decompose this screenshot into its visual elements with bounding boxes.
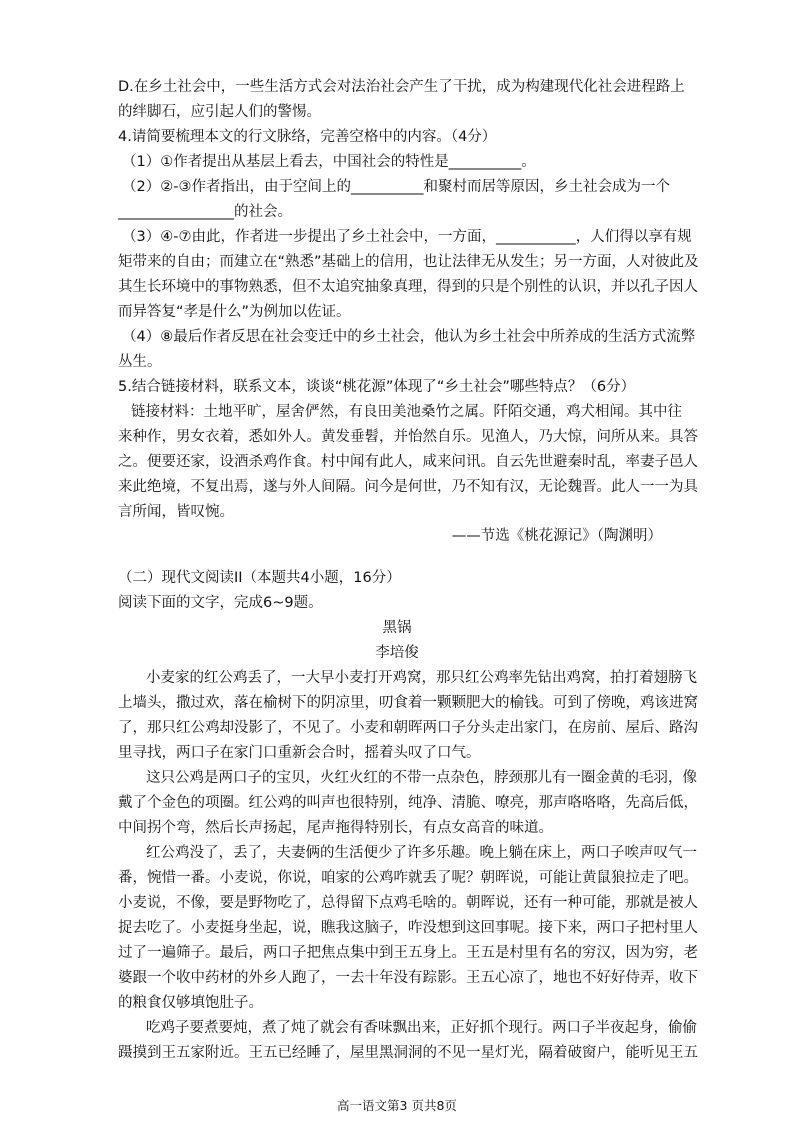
- text-line: 婆跟一个收中药材的外乡人跑了，一去十年没有踪影。王五心凉了，地也不好好侍弄，收下: [118, 970, 698, 986]
- text-line: ——节选《桃花源记》（陶渊明）: [451, 528, 662, 544]
- text-line: （1）①作者提出从基层上看去，中国社会的特性是__________。: [122, 154, 536, 170]
- text-line: （二）现代文阅读II（本题共4小题，16分）: [118, 570, 401, 586]
- text-line: 来种作，男女衣着，悉如外人。黄发垂髫，并怡然自乐。见渔人，乃大惊，问所从来。具答: [118, 429, 698, 445]
- text-line: ________________的社会。: [118, 204, 292, 220]
- text-line: （3）④-⑦由此，作者进一步提出了乡土社会中，一方面，___________，人们得以享有规: [122, 229, 692, 245]
- text-line: 黑锅: [382, 620, 412, 636]
- text-line: 捉去吃了。小麦挺身坐起，说，瞧我这脑子，咋没想到这回事呢。接下来，两口子把村里人: [118, 920, 698, 936]
- text-line: 之。便要还家，设酒杀鸡作食。村中闻有此人，咸来问讯。自云先世避秦时乱，率妻子邑人: [118, 454, 698, 470]
- text-line: D.在乡土社会中，一些生活方式会对法治社会产生了干扰，成为构建现代化社会进程路上: [118, 79, 685, 95]
- text-line: （4）⑧最后作者反思在社会变迁中的乡土社会，他认为乡土社会中所养成的生活方式流弊: [122, 329, 696, 345]
- text-line: 上墙头，撒过欢，落在榆树下的阴凉里，叨食着一颗颗肥大的榆钱。可到了傍晚，鸡该进窝: [118, 695, 698, 711]
- text-line: 这只公鸡是两口子的宝贝，火红火红的不带一点杂色，脖颈那儿有一圈金黄的毛羽，像: [146, 770, 697, 786]
- text-line: 蹑摸到王五家附近。王五已经睡了，屋里黑洞洞的不见一星灯光，隔着破窗户，能听见王五: [118, 1045, 698, 1061]
- text-line: 矩带来的自由；而建立在“熟悉”基础上的信用，也让法律无从发生；另一方面，人对彼此及: [118, 254, 699, 270]
- text-line: 丛生。: [118, 354, 162, 370]
- page-footer: 高一语文第3 页共8页: [337, 1098, 457, 1113]
- text-line: 其生长环境中的事物熟悉，但不太追究抽象真理，得到的只是个别性的认识，并以孔子因人: [118, 279, 698, 295]
- text-line: 而异答复“孝是什么”为例加以佐证。: [118, 304, 351, 320]
- text-line: 里寻找，两口子在家门口重新会合时，摇着头叹了口气。: [118, 745, 481, 761]
- text-line: 戴了个金色的项圈。红公鸡的叫声也很特别，纯净、清脆、嘹亮，那声咯咯咯，先高后低，: [118, 795, 698, 811]
- text-line: 小麦家的红公鸡丢了，一大早小麦打开鸡窝，那只红公鸡率先钻出鸡窝，拍打着翅膀飞: [146, 670, 697, 686]
- text-line: 了，那只红公鸡却没影了，不见了。小麦和朝晖两口子分头走出家门，在房前、屋后、路沟: [118, 720, 698, 736]
- text-line: 来此绝境，不复出焉，遂与外人间隔。问今是何世，乃不知有汉，无论魏晋。此人一一为具: [118, 479, 698, 495]
- text-line: 小麦说，不像，要是野物吃了，总得留下点鸡毛啥的。朝晖说，还有一种可能，那就是被人: [118, 895, 698, 911]
- text-line: 言所闻，皆叹惋。: [118, 504, 234, 520]
- text-line: 中间拐个弯，然后长声扬起，尾声拖得特别长，有点女高音的味道。: [118, 820, 553, 836]
- text-line: 红公鸡没了，丢了，夫妻俩的生活便少了许多乐趣。晚上躺在床上，两口子唉声叹气一: [146, 845, 697, 861]
- text-line: （2）②-③作者指出，由于空间上的__________和聚村而居等原因，乡土社会成为一个: [122, 179, 670, 195]
- text-line: 番，惋惜一番。小麦说，你说，咱家的公鸡咋就丢了呢？朝晖说，可能让黄鼠狼拉走了吧。: [118, 870, 698, 886]
- text-line: 链接材料：土地平旷，屋舍俨然，有良田美池桑竹之属。阡陌交通，鸡犬相闻。其中往: [131, 404, 682, 420]
- text-line: 5.结合链接材料，联系文本，谈谈“桃花源”体现了“乡土社会”哪些特点？（6分）: [118, 379, 636, 395]
- text-line: 过了一遍筛子。最后，两口子把焦点集中到王五身上。王五是村里有名的穷汉，因为穷，老: [118, 945, 698, 961]
- text-line: 的绊脚石，应引起人们的警惕。: [118, 104, 321, 120]
- text-line: 阅读下面的文字，完成6~9题。: [118, 595, 323, 611]
- text-line: 李培俊: [375, 645, 419, 661]
- text-line: 4.请简要梳理本文的行文脉络，完善空格中的内容。（4分）: [118, 129, 497, 145]
- text-line: 的粮食仅够填饱肚子。: [118, 995, 263, 1011]
- text-line: 吃鸡子要煮要炖，煮了炖了就会有香味飘出来，正好抓个现行。两口子半夜起身，偷偷: [146, 1020, 697, 1036]
